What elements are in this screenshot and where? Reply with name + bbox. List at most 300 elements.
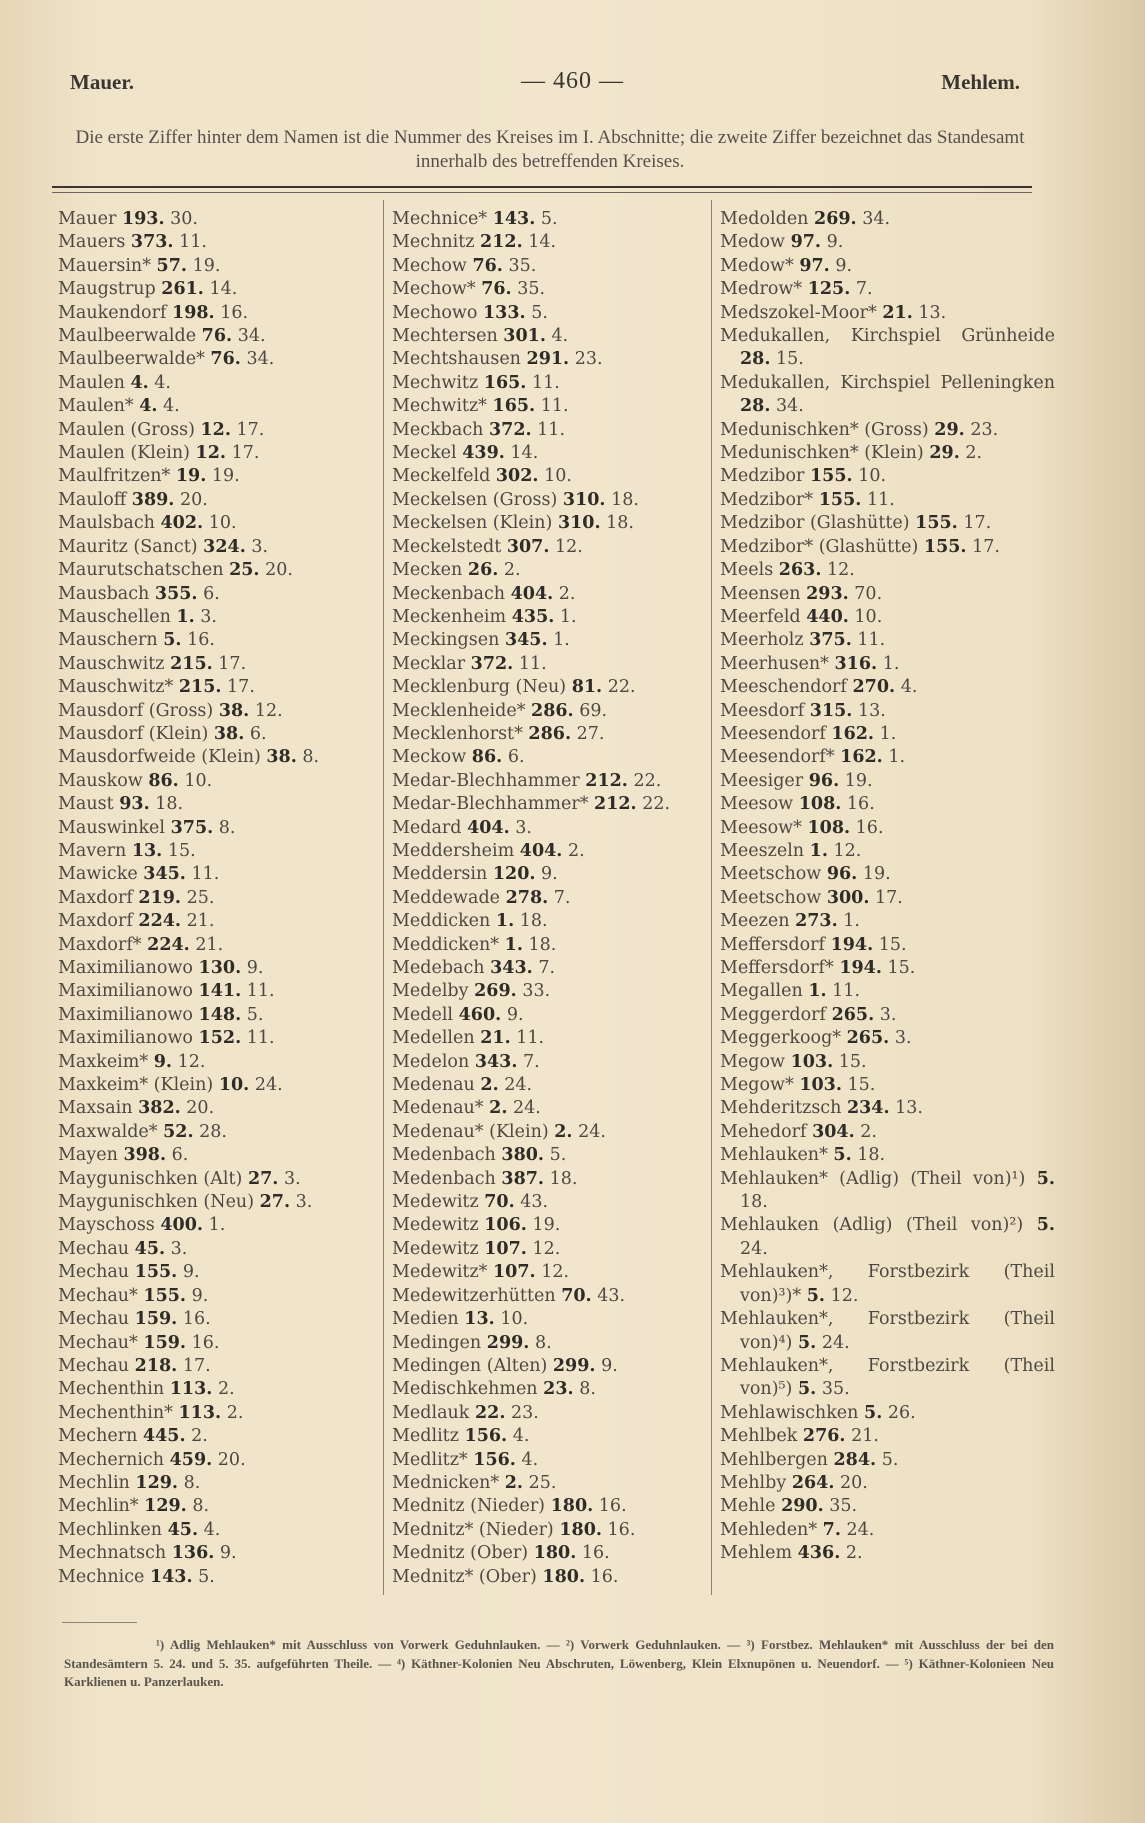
standesamt-number: 35. bbox=[517, 279, 546, 300]
entry-name: Medingen (Alten) bbox=[392, 1355, 548, 1376]
entry-name: Meesow* bbox=[720, 817, 802, 838]
entry-name: Maximilianowo bbox=[58, 1004, 193, 1025]
entry-name: Meddicken bbox=[392, 911, 491, 932]
index-entry bbox=[392, 1004, 710, 1027]
standesamt-number: 4. bbox=[551, 326, 569, 347]
entry-name: Maulfritzen* bbox=[58, 466, 171, 487]
kreis-number: 21. bbox=[480, 1028, 511, 1049]
entry-name: Medszokel-Moor* bbox=[720, 302, 877, 323]
kreis-number: 129. bbox=[135, 1472, 179, 1493]
entry-name: Medell bbox=[392, 1004, 454, 1025]
entry-name: Mayen bbox=[58, 1145, 118, 1166]
standesamt-number: 9. bbox=[182, 1262, 200, 1283]
index-entry bbox=[392, 1566, 710, 1589]
standesamt-number: 11. bbox=[179, 232, 207, 253]
kreis-number: 278. bbox=[505, 887, 549, 908]
entry-name: Mauskow bbox=[58, 770, 143, 791]
entry-name: Mauritz (Sanct) bbox=[58, 536, 198, 557]
entry-name: Mechnitz bbox=[392, 232, 475, 253]
index-entry bbox=[720, 489, 1055, 512]
index-entry bbox=[58, 1191, 378, 1214]
entry-name: Mehlawischken bbox=[720, 1402, 859, 1423]
standesamt-number: 4. bbox=[154, 372, 171, 393]
index-entry bbox=[392, 1332, 710, 1355]
standesamt-number: 5. bbox=[881, 1449, 899, 1470]
standesamt-number: 16. bbox=[855, 817, 884, 838]
entry-name: Meckow bbox=[392, 747, 467, 768]
page-number: — 460 — bbox=[521, 68, 624, 94]
kreis-number: 1. bbox=[808, 981, 827, 1002]
kreis-number: 224. bbox=[138, 911, 182, 932]
kreis-number: 302. bbox=[495, 466, 539, 487]
entry-name: Meesendorf bbox=[720, 723, 826, 744]
header-rule bbox=[52, 186, 1032, 193]
entry-name: Meerholz bbox=[720, 630, 804, 651]
entry-name: Meggerkoog* bbox=[720, 1028, 842, 1049]
entry-name: Meesow bbox=[720, 794, 794, 815]
kreis-number: 273. bbox=[795, 911, 838, 932]
kreis-number: 97. bbox=[790, 232, 822, 253]
entry-name: Maulen (Klein) bbox=[58, 443, 190, 464]
index-entry bbox=[58, 1121, 378, 1144]
index-entry bbox=[392, 700, 710, 723]
entry-name: Maximilianowo bbox=[58, 1028, 193, 1049]
standesamt-number: 17. bbox=[963, 513, 992, 534]
index-entry bbox=[58, 419, 378, 442]
kreis-number: 155. bbox=[818, 489, 862, 510]
index-entry bbox=[392, 676, 710, 699]
standesamt-number: 3. bbox=[879, 1004, 897, 1025]
entry-name: Mecklenheide* bbox=[392, 700, 526, 721]
kreis-number: 76. bbox=[472, 255, 503, 276]
entry-name: Medenbach bbox=[392, 1145, 496, 1166]
index-entry bbox=[58, 653, 378, 676]
kreis-number: 310. bbox=[557, 513, 601, 534]
entry-name: Medukallen, Kirchspiel Pelleningken bbox=[720, 372, 1055, 393]
standesamt-number: 21. bbox=[195, 934, 224, 955]
kreis-number: 460. bbox=[458, 1004, 502, 1025]
index-entry bbox=[392, 1238, 710, 1261]
index-entry bbox=[720, 512, 1055, 535]
index-entry bbox=[392, 255, 710, 278]
running-head-left: Mauer. bbox=[70, 70, 134, 94]
standesamt-number: 24. bbox=[846, 1519, 875, 1540]
entry-name: Medewitz* bbox=[392, 1262, 488, 1283]
entry-name: Mausdorfweide (Klein) bbox=[58, 747, 261, 768]
index-entry bbox=[58, 255, 378, 278]
standesamt-number: 1. bbox=[882, 653, 900, 674]
entry-name: Medunischken* (Gross) bbox=[720, 419, 929, 440]
entry-name: Maximilianowo bbox=[58, 958, 193, 978]
footnote-rule bbox=[62, 1622, 137, 1623]
kreis-number: 12. bbox=[195, 443, 226, 464]
index-entry bbox=[720, 746, 1055, 769]
entry-name: Medebach bbox=[392, 958, 485, 978]
standesamt-number: 18. bbox=[740, 1192, 768, 1213]
index-entry bbox=[58, 1332, 378, 1355]
standesamt-number: 10. bbox=[858, 466, 887, 487]
kreis-number: 198. bbox=[172, 302, 215, 323]
index-entry bbox=[58, 395, 378, 418]
index-entry bbox=[58, 746, 378, 769]
entry-name: Mauswinkel bbox=[58, 817, 166, 838]
kreis-number: 76. bbox=[201, 326, 233, 347]
entry-name: Mauschellen bbox=[58, 606, 171, 627]
kreis-number: 159. bbox=[143, 1332, 187, 1353]
kreis-number: 93. bbox=[119, 794, 150, 815]
entry-name: Mechlinken bbox=[58, 1519, 163, 1540]
entry-name: Mechwitz bbox=[392, 372, 479, 393]
index-entry bbox=[58, 1144, 378, 1167]
standesamt-number: 15. bbox=[838, 1051, 867, 1072]
entry-name: Meddewade bbox=[392, 887, 501, 908]
entry-name: Mechau bbox=[58, 1238, 130, 1259]
index-entry bbox=[58, 1449, 378, 1472]
kreis-number: 38. bbox=[213, 723, 245, 744]
index-entry bbox=[720, 910, 1055, 933]
entry-name: Mechau bbox=[58, 1309, 130, 1330]
entry-name: Megow bbox=[720, 1051, 785, 1072]
standesamt-number: 18. bbox=[611, 489, 639, 510]
kreis-number: 389. bbox=[131, 489, 175, 510]
kreis-number: 373. bbox=[130, 232, 174, 253]
kreis-number: 23. bbox=[543, 1379, 574, 1400]
index-entry bbox=[720, 1261, 1055, 1308]
entry-name: Meerfeld bbox=[720, 606, 801, 627]
standesamt-number: 1. bbox=[559, 606, 577, 627]
entry-name: Mehleden* bbox=[720, 1519, 818, 1540]
kreis-number: 372. bbox=[488, 419, 532, 440]
kreis-number: 307. bbox=[506, 536, 550, 557]
index-entry bbox=[392, 770, 710, 793]
entry-name: Medenau bbox=[392, 1075, 475, 1096]
index-entry bbox=[720, 372, 1055, 419]
index-entry bbox=[58, 348, 378, 371]
standesamt-number: 9. bbox=[601, 1355, 618, 1376]
kreis-number: 143. bbox=[149, 1566, 193, 1587]
kreis-number: 155. bbox=[143, 1285, 187, 1306]
index-entry bbox=[392, 442, 710, 465]
entry-name: Mehedorf bbox=[720, 1121, 807, 1142]
kreis-number: 125. bbox=[807, 279, 851, 300]
kreis-number: 22. bbox=[474, 1402, 506, 1423]
standesamt-number: 34. bbox=[237, 326, 266, 347]
standesamt-number: 5. bbox=[198, 1566, 215, 1587]
kreis-number: 387. bbox=[501, 1168, 545, 1189]
entry-name: Medar-Blechhammer bbox=[392, 770, 580, 791]
kreis-number: 12. bbox=[200, 419, 231, 440]
kreis-number: 76. bbox=[481, 279, 512, 300]
kreis-number: 45. bbox=[167, 1519, 199, 1540]
standesamt-number: 23. bbox=[511, 1402, 539, 1423]
column-divider bbox=[383, 200, 384, 1595]
entry-name: Maxsain bbox=[58, 1098, 133, 1119]
standesamt-number: 9. bbox=[826, 232, 844, 253]
entry-name: Mehlauken (Adlig) (Theil von)²) bbox=[720, 1215, 1024, 1236]
kreis-number: 2. bbox=[489, 1098, 508, 1119]
standesamt-number: 3. bbox=[200, 606, 217, 627]
standesamt-number: 8. bbox=[534, 1332, 552, 1353]
index-entry bbox=[720, 208, 1055, 231]
standesamt-number: 13. bbox=[895, 1098, 923, 1119]
kreis-number: 5. bbox=[1036, 1168, 1055, 1189]
standesamt-number: 19. bbox=[862, 864, 891, 885]
standesamt-number: 16. bbox=[182, 1309, 211, 1330]
entry-name: Meesdorf bbox=[720, 700, 805, 721]
standesamt-number: 17. bbox=[231, 443, 260, 464]
entry-name: Mauloff bbox=[58, 489, 127, 510]
standesamt-number: 16. bbox=[581, 1543, 610, 1564]
entry-name: Meckelsen (Gross) bbox=[392, 489, 558, 510]
index-entry bbox=[58, 1074, 378, 1097]
kreis-number: 57. bbox=[156, 255, 187, 276]
standesamt-number: 9. bbox=[835, 255, 853, 276]
index-entry bbox=[392, 1402, 710, 1425]
standesamt-number: 43. bbox=[520, 1192, 549, 1213]
kreis-number: 28. bbox=[740, 396, 771, 417]
index-entry bbox=[58, 559, 378, 582]
kreis-number: 300. bbox=[826, 887, 870, 908]
standesamt-number: 23. bbox=[970, 419, 999, 440]
entry-name: Megallen bbox=[720, 981, 803, 1002]
kreis-number: 156. bbox=[473, 1449, 516, 1470]
index-entry bbox=[58, 325, 378, 348]
kreis-number: 269. bbox=[474, 981, 517, 1002]
entry-name: Mechnice* bbox=[392, 209, 488, 229]
kreis-number: 316. bbox=[834, 653, 878, 674]
entry-name: Mauers bbox=[58, 232, 126, 253]
entry-name: Medlitz bbox=[392, 1426, 459, 1447]
entry-name: Medien bbox=[392, 1309, 459, 1330]
entry-name: Maxkeim* bbox=[58, 1051, 149, 1072]
kreis-number: 21. bbox=[882, 302, 913, 323]
kreis-number: 284. bbox=[833, 1449, 877, 1470]
index-entry bbox=[58, 910, 378, 933]
entry-name: Mednicken* bbox=[392, 1472, 500, 1493]
index-entry bbox=[58, 489, 378, 512]
entry-name: Medrow* bbox=[720, 279, 803, 300]
kreis-number: 81. bbox=[571, 677, 603, 698]
entry-name: Maygunischken (Neu) bbox=[58, 1192, 255, 1213]
kreis-number: 290. bbox=[781, 1496, 824, 1517]
entry-name: Meddersin bbox=[392, 864, 488, 885]
index-entry bbox=[720, 676, 1055, 699]
index-entry bbox=[58, 1308, 378, 1331]
standesamt-number: 4. bbox=[900, 677, 918, 698]
footnote-text: ¹) Adlig Mehlauken* mit Ausschluss von Vorwerk Geduhnlauken. — ²) Vorwerk Geduhnlauken. — ³) Forstbez. Mehlauken* mit Ausschluss der bei den Standesämtern 5. 24. und 5. 35. aufgeführten Theile. — ⁴) Käthner-Kolonien Neu Abschruten, Löwenberg, Klein Elxnupönen u. Neuendorf. — ⁵) Käthner-Kolonieen Neu Karklienen u. Panzerlauken. bbox=[64, 1637, 1054, 1689]
kreis-number: 180. bbox=[533, 1543, 577, 1564]
index-entry bbox=[392, 278, 710, 301]
entry-name: Mechenthin bbox=[58, 1379, 165, 1400]
index-entry bbox=[58, 957, 378, 980]
entry-name: Medischkehmen bbox=[392, 1379, 538, 1400]
index-entry bbox=[392, 1214, 710, 1237]
index-entry bbox=[392, 1191, 710, 1214]
entry-name: Medelby bbox=[392, 981, 469, 1002]
kreis-number: 404. bbox=[510, 583, 554, 604]
kreis-number: 5. bbox=[1036, 1215, 1055, 1236]
index-entry bbox=[392, 980, 710, 1003]
standesamt-number: 20. bbox=[186, 1098, 215, 1119]
index-entry bbox=[58, 512, 378, 535]
entry-name: Meckelstedt bbox=[392, 536, 502, 557]
entry-name: Mecklar bbox=[392, 653, 466, 674]
index-entry bbox=[392, 512, 710, 535]
index-entry bbox=[58, 840, 378, 863]
standesamt-number: 22. bbox=[642, 794, 671, 815]
standesamt-number: 3. bbox=[295, 1192, 313, 1213]
kreis-number: 5. bbox=[864, 1402, 883, 1423]
standesamt-number: 2. bbox=[845, 1543, 863, 1564]
standesamt-number: 1. bbox=[888, 747, 906, 768]
entry-name: Meckelsen (Klein) bbox=[392, 513, 553, 534]
index-entry bbox=[392, 1097, 710, 1120]
index-entry bbox=[58, 465, 378, 488]
standesamt-number: 8. bbox=[218, 817, 236, 838]
kreis-number: 219. bbox=[138, 887, 182, 908]
index-entry bbox=[392, 1121, 710, 1144]
standesamt-number: 6. bbox=[203, 583, 220, 604]
standesamt-number: 11. bbox=[832, 981, 861, 1002]
standesamt-number: 70. bbox=[854, 583, 883, 604]
standesamt-number: 43. bbox=[597, 1285, 626, 1306]
kreis-number: 215. bbox=[170, 653, 213, 674]
standesamt-number: 9. bbox=[246, 958, 264, 978]
standesamt-number: 69. bbox=[579, 700, 608, 721]
index-entry bbox=[58, 1402, 378, 1425]
index-entry bbox=[392, 957, 710, 980]
entry-name: Meddersheim bbox=[392, 840, 515, 861]
standesamt-number: 11. bbox=[531, 372, 560, 393]
entry-name: Meeszeln bbox=[720, 840, 805, 861]
index-entry bbox=[392, 1355, 710, 1378]
entry-name: Maxdorf bbox=[58, 887, 133, 908]
standesamt-number: 2. bbox=[860, 1121, 877, 1142]
standesamt-number: 14. bbox=[510, 443, 539, 464]
standesamt-number: 9. bbox=[541, 864, 558, 885]
standesamt-number: 17. bbox=[875, 887, 903, 908]
index-column-2 bbox=[392, 208, 710, 1589]
kreis-number: 404. bbox=[519, 840, 563, 861]
standesamt-number: 9. bbox=[191, 1285, 209, 1306]
entry-name: Mavern bbox=[58, 840, 127, 861]
index-entry bbox=[58, 536, 378, 559]
standesamt-number: 24. bbox=[504, 1075, 533, 1096]
index-entry bbox=[58, 1051, 378, 1074]
index-entry bbox=[720, 957, 1055, 980]
kreis-number: 1. bbox=[176, 606, 195, 627]
index-entry bbox=[720, 606, 1055, 629]
kreis-number: 212. bbox=[585, 770, 628, 791]
standesamt-number: 1. bbox=[208, 1215, 226, 1236]
kreis-number: 299. bbox=[552, 1355, 596, 1376]
kreis-number: 398. bbox=[123, 1145, 167, 1166]
kreis-number: 440. bbox=[806, 606, 849, 627]
standesamt-number: 17. bbox=[182, 1355, 211, 1376]
standesamt-number: 15. bbox=[878, 934, 907, 955]
index-entry bbox=[58, 1168, 378, 1191]
kreis-number: 372. bbox=[470, 653, 514, 674]
entry-name: Maukendorf bbox=[58, 302, 167, 323]
index-entry bbox=[58, 817, 378, 840]
index-entry bbox=[720, 442, 1055, 465]
standesamt-number: 15. bbox=[776, 349, 804, 370]
entry-name: Medewitz bbox=[392, 1192, 479, 1213]
kreis-number: 29. bbox=[929, 443, 960, 464]
kreis-number: 315. bbox=[809, 700, 853, 721]
index-entry bbox=[392, 1308, 710, 1331]
index-entry bbox=[58, 770, 378, 793]
index-entry bbox=[392, 489, 710, 512]
entry-name: Maulbeerwalde* bbox=[58, 349, 205, 370]
standesamt-number: 18. bbox=[528, 934, 557, 955]
index-entry bbox=[720, 231, 1055, 254]
entry-name: Maugstrup bbox=[58, 279, 156, 300]
kreis-number: 155. bbox=[134, 1262, 178, 1283]
standesamt-number: 11. bbox=[866, 489, 895, 510]
index-entry bbox=[720, 1519, 1055, 1542]
kreis-number: 180. bbox=[550, 1496, 594, 1517]
entry-name: Meetschow bbox=[720, 887, 822, 908]
kreis-number: 108. bbox=[807, 817, 851, 838]
kreis-number: 193. bbox=[121, 209, 165, 229]
entry-name: Medenau* bbox=[392, 1098, 484, 1119]
entry-name: Mechow* bbox=[392, 279, 476, 300]
index-entry bbox=[720, 255, 1055, 278]
index-entry bbox=[58, 442, 378, 465]
entry-name: Meffersdorf* bbox=[720, 958, 834, 978]
kreis-number: 435. bbox=[511, 606, 555, 627]
kreis-number: 445. bbox=[142, 1426, 186, 1447]
standesamt-number: 16. bbox=[598, 1496, 627, 1517]
kreis-number: 310. bbox=[562, 489, 606, 510]
index-entry bbox=[392, 302, 710, 325]
entry-name: Medenbach bbox=[392, 1168, 496, 1189]
kreis-number: 1. bbox=[504, 934, 523, 955]
entry-name: Meckbach bbox=[392, 419, 484, 440]
kreis-number: 402. bbox=[160, 513, 204, 534]
kreis-number: 13. bbox=[131, 840, 163, 861]
entry-name: Mechlin bbox=[58, 1472, 130, 1493]
standesamt-number: 8. bbox=[302, 747, 320, 768]
index-entry bbox=[392, 395, 710, 418]
index-entry bbox=[720, 302, 1055, 325]
index-entry bbox=[58, 676, 378, 699]
index-entry bbox=[392, 325, 710, 348]
standesamt-number: 11. bbox=[540, 396, 569, 417]
index-entry bbox=[58, 1566, 378, 1589]
standesamt-number: 25. bbox=[528, 1472, 557, 1493]
index-entry bbox=[392, 583, 710, 606]
index-column-3 bbox=[720, 208, 1055, 1566]
index-entry bbox=[58, 1004, 378, 1027]
kreis-number: 286. bbox=[528, 723, 572, 744]
entry-name: Mehlem bbox=[720, 1543, 793, 1564]
index-entry bbox=[392, 465, 710, 488]
index-entry bbox=[392, 746, 710, 769]
standesamt-number: 17. bbox=[236, 419, 265, 440]
index-entry bbox=[720, 1542, 1055, 1565]
index-entry bbox=[392, 231, 710, 254]
entry-name: Mauersin* bbox=[58, 255, 151, 276]
kreis-number: 10. bbox=[218, 1075, 250, 1096]
standesamt-number: 2. bbox=[503, 560, 521, 581]
entry-name: Mehlby bbox=[720, 1472, 787, 1493]
standesamt-number: 24. bbox=[513, 1098, 541, 1119]
standesamt-number: 18. bbox=[519, 911, 548, 932]
index-entry bbox=[392, 934, 710, 957]
entry-name: Mechernich bbox=[58, 1449, 165, 1470]
